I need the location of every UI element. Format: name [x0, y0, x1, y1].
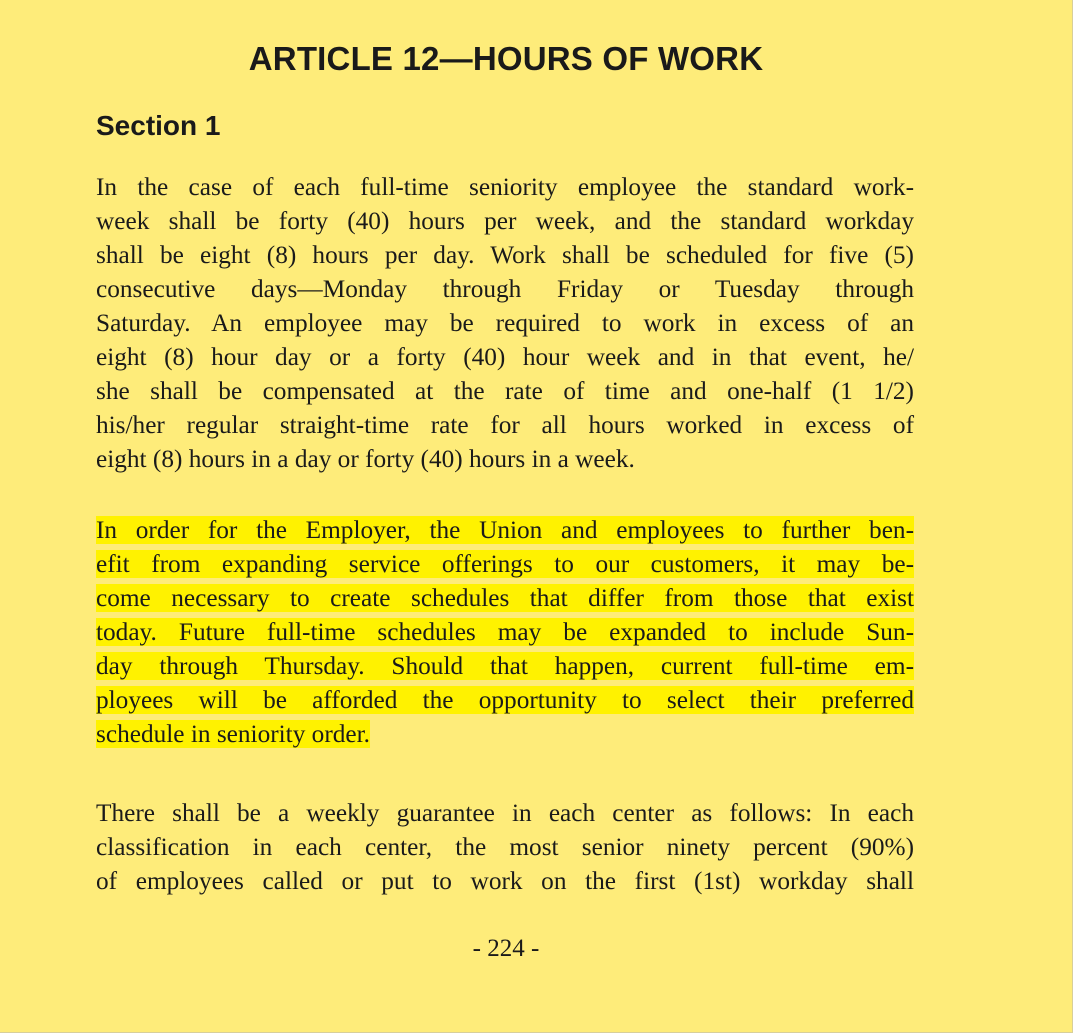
paragraph-line: his/her regular straight-time rate for all hours worked in excess of — [96, 411, 914, 439]
paragraph-line: Saturday. An employee may be required to work in excess of an — [96, 309, 914, 337]
paragraph-line: shall be eight (8) hours per day. Work shall be scheduled for five (5) — [96, 241, 914, 269]
paragraph-line: she shall be compensated at the rate of time and one-half (1 1/2) — [96, 377, 914, 405]
highlighted-line — [96, 581, 914, 615]
paragraph-line: consecutive days—Monday through Friday or Tuesday through — [96, 275, 914, 303]
highlight-span: ployees will be afforded the opportunity to select their preferred — [96, 686, 914, 714]
highlight-span: efit from expanding service offerings to our customers, it may be- — [96, 550, 914, 578]
highlight-span: In order for the Employer, the Union and employees to further ben- — [96, 516, 914, 544]
highlighted-line — [96, 717, 914, 751]
paragraph-line: classification in each center, the most senior ninety percent (90%) — [96, 833, 914, 861]
highlight-span: schedule in seniority order. — [96, 720, 370, 748]
paragraph-hours — [96, 170, 914, 476]
highlighted-line — [96, 649, 914, 683]
highlight-span: come necessary to create schedules that differ from those that exist — [96, 584, 914, 612]
highlighted-line — [96, 513, 914, 547]
paragraph-line: of employees called or put to work on the first (1st) workday shall — [96, 867, 914, 895]
paragraph-line: In the case of each full-time seniority employee the standard work- — [96, 173, 914, 201]
highlight-span: day through Thursday. Should that happen, current full-time em- — [96, 652, 914, 680]
paragraph-line: There shall be a weekly guarantee in each center as follows: In each — [96, 799, 914, 827]
paragraph-line: eight (8) hour day or a forty (40) hour week and in that event, he/ — [96, 343, 914, 371]
paragraph-line: week shall be forty (40) hours per week, and the standard workday — [96, 207, 914, 235]
page-number: - 224 - — [472, 935, 540, 962]
paragraph-schedules-highlighted — [96, 513, 914, 751]
paragraph-line: eight (8) hours in a day or forty (40) hours in a week. — [96, 445, 635, 473]
highlighted-line — [96, 683, 914, 717]
highlight-span: today. Future full-time schedules may be expanded to include Sun- — [96, 618, 914, 646]
section-heading: Section 1 — [96, 110, 221, 141]
paragraph-weekly-guarantee — [96, 796, 914, 898]
article-title: ARTICLE 12—HOURS OF WORK — [248, 40, 764, 77]
highlighted-line — [96, 547, 914, 581]
highlighted-line — [96, 615, 914, 649]
